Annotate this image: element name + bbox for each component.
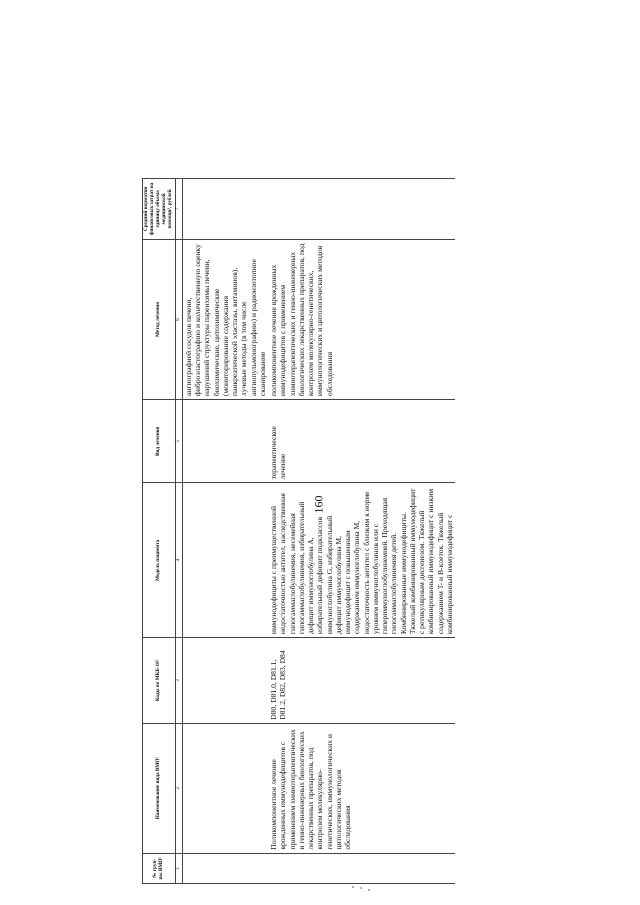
row-icd-codes: D80, D81.0, D81.1, D81.2, D82, D83, D84: [268, 638, 455, 724]
scan-artifact: [352, 886, 354, 888]
table-cell-empty: [182, 400, 268, 483]
header-group-number: № груп-пы ВМП¹: [143, 853, 176, 883]
header-treatment-method: Метод лечения: [143, 239, 176, 399]
header-patient-model: Модель пациента: [143, 483, 176, 638]
continuation-row: [182, 179, 268, 884]
table-cell-empty: [182, 723, 268, 853]
row-patient-model: иммунодефициты с преимущественной недостаточностью антител, наследственная гипогаммаглобулинемия, несемейная гипогаммаглобулинемия, избирательный дефицит иммуноглобулина A, избирательный дефицит подклассов иммуноглобулина G, избирательный дефицит иммуноглобулина M, иммунодефицит с повышенным содержанием иммуноглобулина M, недостаточность антител с близким к норме уровнем иммуноглобулинов или с гипериммуноглобулинемией. Преходящая гипогаммаглобулинемия детей. Комбинированные иммунодефициты. Тяжелый комбинированный иммунодефицит с ретикулярным дисгенезом. Тяжелый комбинированный иммунодефицит с низким содержанием T- и B-клеток. Тяжелый комбинированный иммунодефицит с: [268, 483, 455, 638]
scan-artifact: [368, 889, 370, 891]
table-row: [268, 179, 455, 884]
header-icd-codes: Коды по МКБ-10²: [143, 638, 176, 724]
row-cost-norm: [268, 179, 455, 240]
vmp-table: [142, 178, 455, 884]
table-cell-empty: [182, 179, 268, 240]
table-cell-empty: [182, 853, 268, 883]
column-number: 1: [175, 853, 182, 883]
column-number-row: [175, 179, 182, 884]
page-number: 160: [311, 495, 326, 514]
column-number: 5: [175, 400, 182, 483]
column-number: 6: [175, 239, 182, 399]
scan-artifact: [360, 887, 362, 889]
table-cell-empty: [182, 638, 268, 724]
header-vmp-name: Наименование вида ВМП¹: [143, 723, 176, 853]
row-treatment-method: поликомпонентное лечение врожденных иммунодефицитов с применением химиотерапевтических и генно-инженерных биологических лекарственных препаратов, под контролем молекулярно-генетических, иммунологических и цитологических методов обследования: [268, 239, 455, 399]
column-number: 7: [175, 179, 182, 240]
header-cost-norm: Средний норматив финансовых затрат на единицу объема медицинской помощи³, рублей: [143, 179, 176, 240]
column-number: 2: [175, 723, 182, 853]
row-vmp-name: Поликомпонентное лечение врожденных иммунодефицитов с применением химиотерапевтических и генно-инженерных биологических лекарственных препаратов, под контролем молекулярно-генетических, иммунологических и цитологических методов обследования: [268, 723, 455, 853]
rotated-table-container: [142, 178, 596, 884]
column-number: 3: [175, 638, 182, 724]
column-number: 4: [175, 483, 182, 638]
table-cell-empty: [182, 483, 268, 638]
row-treatment-type: терапевтическое лечение: [268, 400, 455, 483]
table-header-row: [143, 179, 176, 884]
continuation-method-text: ангиографией сосудов печени, фиброэластографию и количественную оценку нарушений структуры паренхимы печени, биохимические, цитохимические (мониторирование содержания панкреатической эластазы, витаминов), лучевые методы (в том числе ангиопульмонографию) и радиоизотопное сканирование: [182, 239, 268, 399]
header-treatment-type: Вид лечения: [143, 400, 176, 483]
row-group-number: [268, 853, 455, 883]
